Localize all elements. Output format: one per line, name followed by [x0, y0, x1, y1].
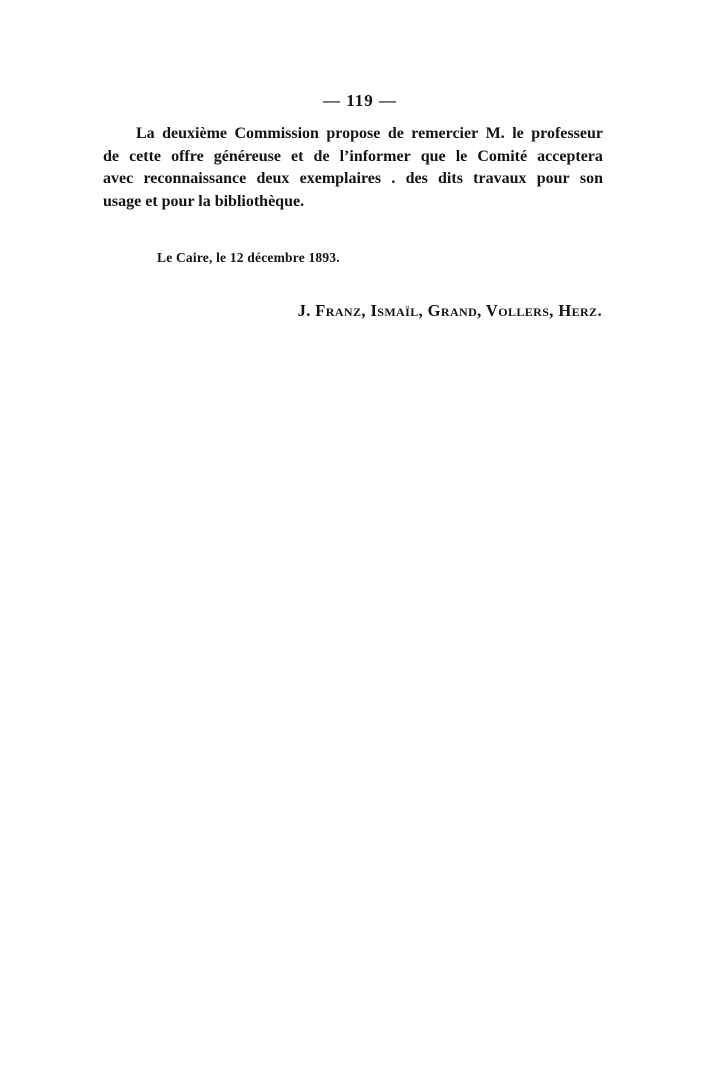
paragraph-line: La deuxième Commission propose de remercier M. le professeur — [136, 125, 603, 142]
paragraph-line: avec reconnaissance deux exemplaires . des dits travaux pour son — [103, 170, 603, 187]
page-number: — 119 — — [322, 91, 398, 110]
signature-line: J. Franz, Ismaïl, Grand, Vollers, Herz. — [297, 301, 602, 320]
dateline: Le Caire, le 12 décembre 1893. — [157, 250, 340, 265]
paragraph-line: de cette offre généreuse et de l’informer que le Comité acceptera — [103, 147, 603, 165]
body-paragraph — [103, 123, 603, 213]
paragraph-line: usage et pour la bibliothèque. — [103, 192, 305, 210]
